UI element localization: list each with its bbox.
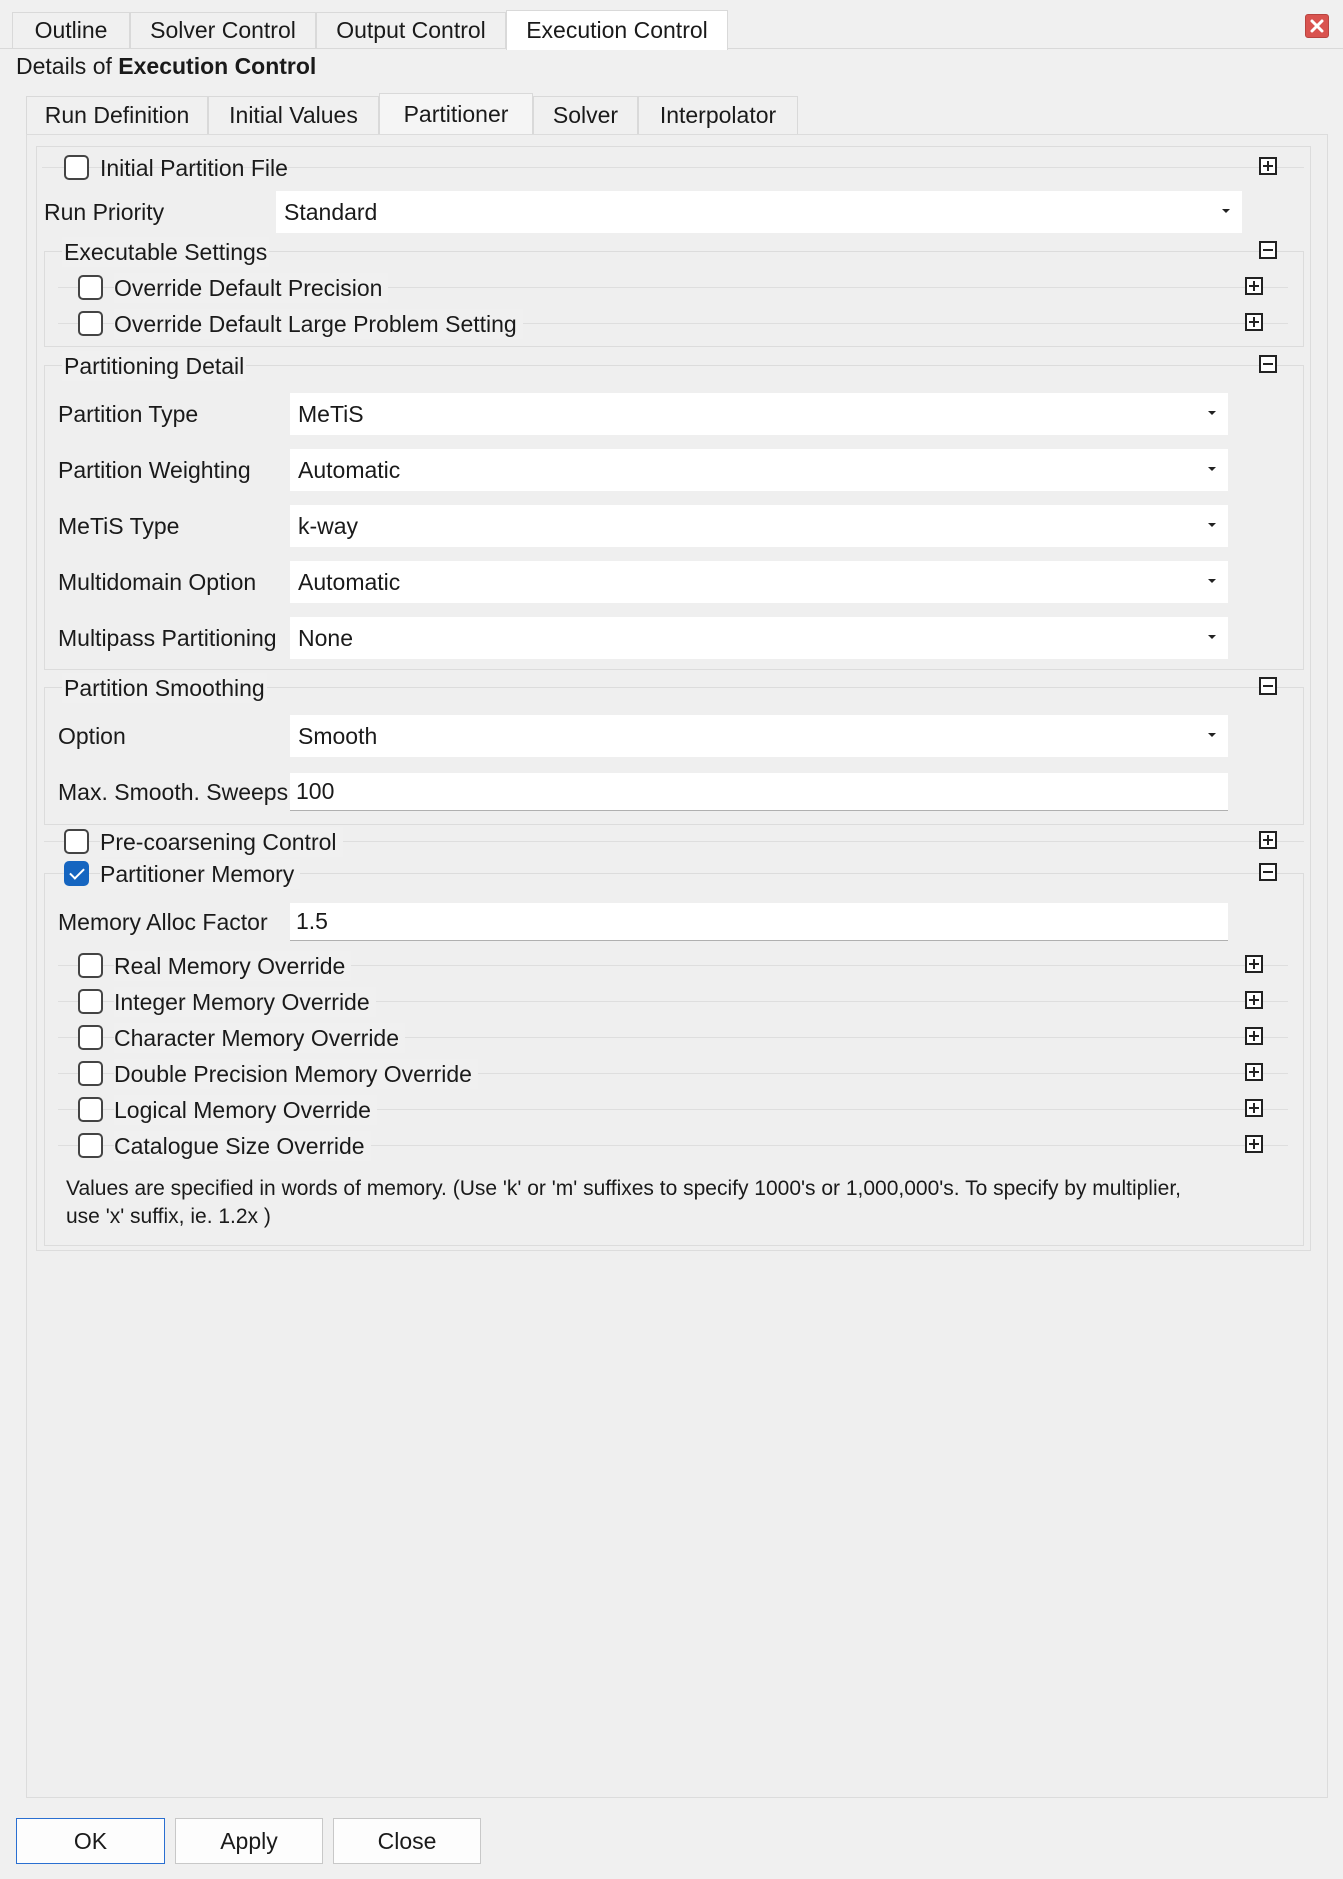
memory-note-line2: use 'x' suffix, ie. 1.2x ) <box>66 1205 271 1228</box>
partition-weighting-value: Automatic <box>298 456 401 483</box>
partition-type-label: Partition Type <box>58 401 199 427</box>
expand-real-memory-override-icon[interactable] <box>1245 955 1263 973</box>
catalogue-size-override-label: Catalogue Size Override <box>114 1131 371 1161</box>
multidomain-option-label: Multidomain Option <box>58 569 257 595</box>
expand-character-memory-override-icon[interactable] <box>1245 1027 1263 1045</box>
partitioning-detail-title: Partitioning Detail <box>64 353 245 379</box>
close-button-label: Close <box>377 1827 437 1854</box>
tab-label: Partitioner <box>403 101 509 127</box>
double-precision-memory-override-checkbox[interactable] <box>78 1061 103 1086</box>
tab-partitioner[interactable] <box>379 93 533 135</box>
override-default-precision-checkbox[interactable] <box>78 275 103 300</box>
tab-label: Initial Values <box>229 102 358 128</box>
logical-memory-override-label: Logical Memory Override <box>114 1095 377 1125</box>
collapse-executable-settings-icon[interactable] <box>1259 241 1277 259</box>
expand-initial-partition-file-icon[interactable] <box>1259 157 1277 175</box>
multidomain-option-dropdown[interactable] <box>290 561 1228 603</box>
tab-label: Interpolator <box>659 102 777 128</box>
character-memory-override-label: Character Memory Override <box>114 1023 405 1053</box>
tab-label: Outline <box>34 17 108 43</box>
pre-coarsening-checkbox[interactable] <box>64 829 89 854</box>
tab-label: Output Control <box>336 17 486 43</box>
tab-solver-control[interactable] <box>130 12 316 48</box>
double-precision-memory-override-label: Double Precision Memory Override <box>114 1059 478 1089</box>
run-priority-label: Run Priority <box>44 199 165 225</box>
smoothing-option-dropdown[interactable] <box>290 715 1228 757</box>
catalogue-size-override-checkbox[interactable] <box>78 1133 103 1158</box>
tab-label: Run Definition <box>44 102 190 128</box>
tab-run-definition[interactable] <box>26 96 208 134</box>
run-priority-dropdown[interactable] <box>276 191 1242 233</box>
partition-type-dropdown[interactable] <box>290 393 1228 435</box>
partition-weighting-label: Partition Weighting <box>58 457 251 483</box>
collapse-partition-smoothing-icon[interactable] <box>1259 677 1277 695</box>
multidomain-option-value: Automatic <box>298 568 401 595</box>
initial-partition-file-checkbox[interactable] <box>64 155 89 180</box>
close-icon-glyph <box>1306 15 1328 37</box>
close-icon[interactable] <box>1305 14 1329 38</box>
override-default-precision-label: Override Default Precision <box>114 273 388 303</box>
apply-button-label: Apply <box>220 1827 278 1854</box>
expand-pre-coarsening-icon[interactable] <box>1259 831 1277 849</box>
logical-memory-override-checkbox[interactable] <box>78 1097 103 1122</box>
chevron-down-icon <box>1208 467 1216 471</box>
metis-type-value: k-way <box>298 512 359 539</box>
tab-label: Execution Control <box>526 17 708 43</box>
integer-memory-override-label: Integer Memory Override <box>114 987 376 1017</box>
tab-execution-control[interactable] <box>506 10 728 50</box>
partition-smoothing-title: Partition Smoothing <box>64 675 265 701</box>
run-priority-value: Standard <box>284 198 378 225</box>
memory-alloc-factor-input[interactable]: 1.5 <box>290 903 1228 941</box>
expand-logical-memory-override-icon[interactable] <box>1245 1099 1263 1117</box>
chevron-down-icon <box>1208 523 1216 527</box>
tab-initial-values[interactable] <box>208 96 379 134</box>
initial-partition-file-label: Initial Partition File <box>100 155 288 181</box>
apply-button[interactable] <box>175 1818 323 1864</box>
multipass-partitioning-label: Multipass Partitioning <box>58 625 277 651</box>
partition-type-value: MeTiS <box>298 400 364 427</box>
ok-button-label: OK <box>73 1827 108 1854</box>
expand-integer-memory-override-icon[interactable] <box>1245 991 1263 1009</box>
collapse-partitioning-detail-icon[interactable] <box>1259 355 1277 373</box>
metis-type-dropdown[interactable] <box>290 505 1228 547</box>
real-memory-override-label: Real Memory Override <box>114 951 351 981</box>
smoothing-option-label: Option <box>58 723 126 749</box>
integer-memory-override-checkbox[interactable] <box>78 989 103 1014</box>
close-button[interactable] <box>333 1818 481 1864</box>
memory-alloc-factor-label: Memory Alloc Factor <box>58 909 268 935</box>
tab-interpolator[interactable] <box>638 96 798 134</box>
partition-weighting-dropdown[interactable] <box>290 449 1228 491</box>
tab-outline[interactable] <box>12 12 130 48</box>
real-memory-override-checkbox[interactable] <box>78 953 103 978</box>
memory-note-line1: Values are specified in words of memory. (Use 'k' or 'm' suffixes to specify 1000's or 1,000,000's. To specify by multiplier, <box>66 1177 1181 1200</box>
tab-solver[interactable] <box>533 96 638 134</box>
expand-override-large-problem-icon[interactable] <box>1245 313 1263 331</box>
smoothing-option-value: Smooth <box>298 722 378 749</box>
executable-settings-title: Executable Settings <box>64 239 268 265</box>
details-name: Execution Control <box>118 53 317 79</box>
character-memory-override-checkbox[interactable] <box>78 1025 103 1050</box>
max-smooth-sweeps-label: Max. Smooth. Sweeps <box>58 779 289 805</box>
details-heading <box>16 51 316 81</box>
max-smooth-sweeps-input[interactable]: 100 <box>290 773 1228 811</box>
multipass-partitioning-value: None <box>298 624 353 651</box>
override-large-problem-checkbox[interactable] <box>78 311 103 336</box>
chevron-down-icon <box>1208 733 1216 737</box>
tab-label: Solver Control <box>150 17 296 43</box>
expand-catalogue-size-override-icon[interactable] <box>1245 1135 1263 1153</box>
expand-double-precision-memory-override-icon[interactable] <box>1245 1063 1263 1081</box>
partitioner-memory-checkbox[interactable] <box>64 861 89 886</box>
multipass-partitioning-dropdown[interactable] <box>290 617 1228 659</box>
ok-button[interactable] <box>16 1818 165 1864</box>
override-large-problem-label: Override Default Large Problem Setting <box>114 309 523 339</box>
partitioner-memory-label: Partitioner Memory <box>100 859 300 889</box>
details-prefix: Details of <box>16 53 119 79</box>
chevron-down-icon <box>1208 579 1216 583</box>
expand-override-precision-icon[interactable] <box>1245 277 1263 295</box>
chevron-down-icon <box>1208 635 1216 639</box>
collapse-partitioner-memory-icon[interactable] <box>1259 863 1277 881</box>
pre-coarsening-label: Pre-coarsening Control <box>100 827 343 857</box>
metis-type-label: MeTiS Type <box>58 513 180 539</box>
tab-label: Solver <box>552 102 619 128</box>
chevron-down-icon <box>1208 411 1216 415</box>
chevron-down-icon <box>1222 209 1230 213</box>
tab-output-control[interactable] <box>316 12 506 48</box>
